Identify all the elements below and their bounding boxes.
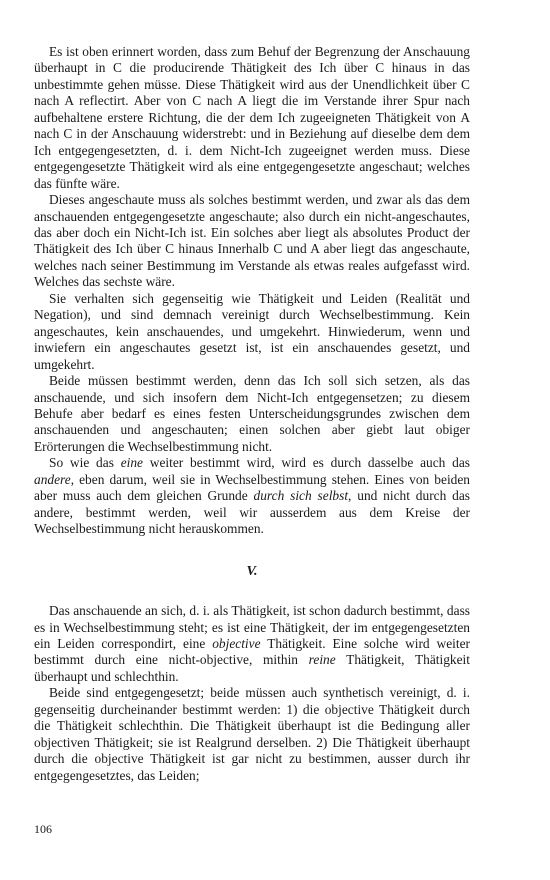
text-run: , eben darum, weil sie in Wechselbestimmung stehen. Eines von beiden aber muss auch dem gleichen Grunde bbox=[34, 471, 470, 504]
emphasis: durch sich selbst bbox=[253, 488, 349, 504]
paragraph: Dieses angeschaute muss als solches bestimmt werden, und zwar als das dem anschauenden entgegengesetzte angeschaute; also durch ein nicht-angeschautes, das aber doch ein Nicht-Ich ist. Ein solches aber liegt als absolutes Product der Thätigkeit des Ich über C hinaus Innerhalb C und A aber liegt das angeschaute, welches nach seiner Bestimmung im Verstande als etwas reales aufgefasst wird. Welches das sechste wäre. bbox=[34, 192, 470, 290]
emphasis: andere bbox=[34, 471, 71, 487]
text-run: So wie das bbox=[49, 455, 121, 471]
paragraph: Sie verhalten sich gegenseitig wie Thätigkeit und Leiden (Realität und Negation), und sind demnach vereinigt durch Wechselbestimmung. Kein angeschautes, kein anschauendes, und umgekehrt. Hinwiederum, wenn und inwiefern ein angeschautes gesetzt ist, ist ein anschauendes gesetzt, und umgekehrt. bbox=[34, 290, 470, 372]
emphasis: objective bbox=[212, 635, 261, 651]
paragraph: Beide sind entgegengesetzt; beide müssen auch synthetisch vereinigt, d. i. gegenseitig durcheinander bestimmt werden: 1) die objective Thätigkeit durch die Thätigkeit schlechthin. Die Thätigkeit überhaupt ist die Bedingung aller objectiven Thätigkeit; sie ist Realgrund derselben. 2) Die Thätigkeit überhaupt durch die objective Thätigkeit ist gar nicht zu bestimmen, ausser durch ihr entgegengesetztes, das Leiden; bbox=[34, 685, 470, 783]
text-run: Das anschauende an sich, d. i. als Thätigkeit, ist schon dadurch bestimmt, dass es in Wechselbestimmung steht; es ist eine Thätigkeit, der im entgegengesetzten ein Leiden correspondirt, eine bbox=[34, 603, 470, 651]
paragraph: Beide müssen bestimmt werden, denn das Ich soll sich setzen, als das anschauende, und sich insofern dem Nicht-Ich entgegensetzen; zu diesem Behufe aber bedarf es eines festen Unterscheidungsgrundes zwischen dem anschauenden und angeschauten; einen solchen aber giebt laut obiger Erörterungen die Wechselbestimmung nicht. bbox=[34, 373, 470, 454]
page-number: 106 bbox=[34, 822, 52, 836]
paragraph: Es ist oben erinnert worden, dass zum Behuf der Begrenzung der Anschauung überhaupt in C die producirende Thätigkeit des Ich über C hinaus in das unbestimmte gehen müsse. Diese Thätigkeit wird aus der Unendlichkeit über C nach A reflectirt. Aber von C nach A liegt die im Verstande ihrer Spur nach aufbehaltene erstere Richtung, die der dem Ich zugeeigneten Thätigkeit von A nach C in der Anschauung widerstrebt: und in Beziehung auf dieselbe dem dem Ich entgegengesetzten, d. i. dem Nicht-Ich zugeeignet werden muss. Diese entgegengesetzte Thätigkeit wird als eine entgegengesetzte angeschaut; welches das fünfte wäre. bbox=[34, 44, 470, 191]
text-run: Thätigkeit, Thätigkeit überhaupt und schlechthin. bbox=[34, 652, 470, 684]
page-body bbox=[34, 44, 470, 784]
emphasis: eine bbox=[120, 455, 144, 471]
section-heading: V. bbox=[246, 563, 258, 579]
paragraph bbox=[34, 603, 470, 685]
text-run: weiter bestimmt wird, wird es durch dasselbe auch das bbox=[143, 455, 470, 471]
text-run: Thätigkeit. Eine solche wird weiter bestimmt durch eine nicht-objective, mithin bbox=[34, 635, 470, 668]
text-run: , und nicht durch das andere, bestimmt werden, weil wir ausserdem aus dem Kreise der Wechselbestimmung nicht herauskommen. bbox=[34, 488, 470, 537]
emphasis: reine bbox=[308, 652, 336, 668]
paragraph bbox=[34, 455, 470, 537]
